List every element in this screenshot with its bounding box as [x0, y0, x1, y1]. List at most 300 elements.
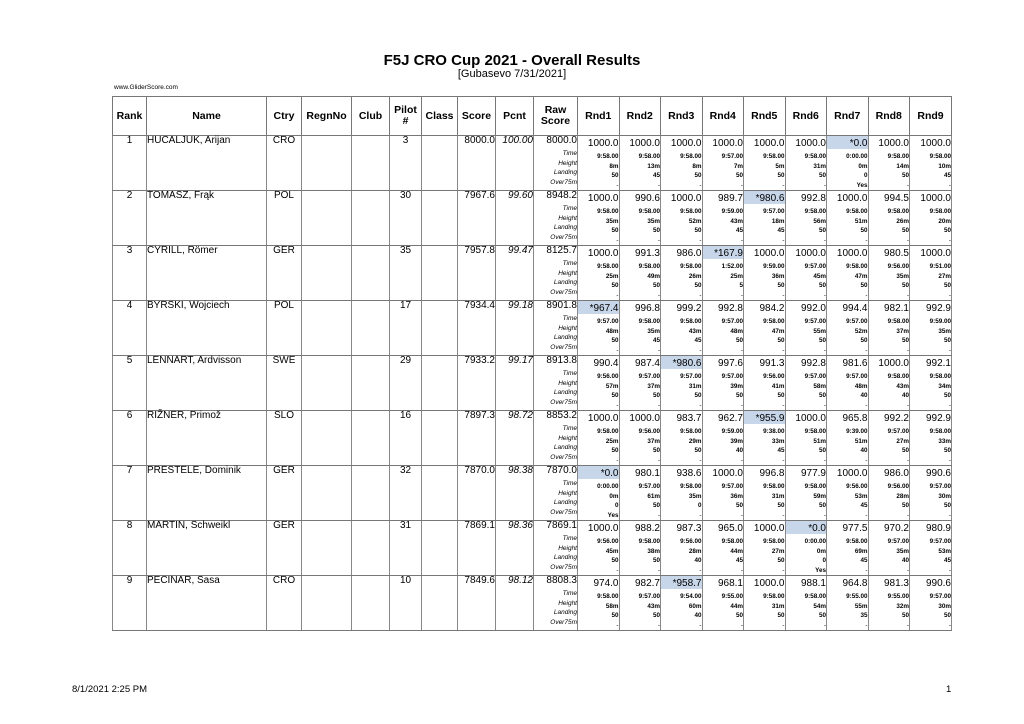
round-landing: 50 — [694, 172, 702, 179]
pilot-number-cell: 10 — [390, 576, 422, 631]
round-details — [620, 372, 661, 410]
round-over75m: - — [865, 511, 868, 519]
round-landing: 50 — [611, 392, 619, 399]
round-landing: 0 — [614, 502, 619, 509]
page-subtitle: [Gubasevo 7/31/2021] — [457, 68, 567, 80]
pilot-name: MARTIN, Schweikl — [147, 521, 267, 576]
round-landing: 50 — [860, 227, 868, 234]
round-landing: 40 — [901, 392, 909, 399]
round-landing: 50 — [818, 337, 826, 344]
percent-cell: 98.12 — [496, 576, 534, 631]
round-over75m: - — [740, 456, 743, 464]
header-rnd6: Rnd6 — [785, 97, 827, 136]
round-over75m: - — [740, 566, 743, 574]
round-height: 49m — [647, 272, 660, 280]
round-over75m: - — [740, 346, 743, 354]
round-height: 31m — [813, 162, 826, 170]
round-time: 9:56.00 — [597, 373, 619, 380]
score-cell: 7967.6 — [458, 191, 496, 246]
pilot-name: RIŽNER, Primož — [147, 411, 267, 466]
round-time: 9:55.00 — [846, 593, 868, 600]
round-cell — [661, 246, 703, 301]
round-cell — [827, 191, 869, 246]
round-height: 25m — [605, 437, 619, 445]
round-over75m: - — [699, 566, 702, 574]
score-cell: 7957.8 — [458, 246, 496, 301]
round-score: 938.6 — [676, 468, 702, 479]
round-height: 35m — [896, 272, 909, 280]
round-score: 981.3 — [883, 578, 909, 589]
round-height: 45m — [605, 547, 619, 555]
page-title: F5J CRO Cup 2021 - Overall Results — [383, 52, 641, 69]
detail-label: Height — [558, 544, 577, 552]
round-score: 965.8 — [842, 413, 868, 424]
round-time: 9:58.00 — [597, 263, 619, 270]
round-details — [703, 537, 744, 575]
class-cell — [422, 246, 458, 301]
round-landing: 50 — [652, 282, 660, 289]
round-height: 58m — [605, 602, 619, 610]
round-height: 60m — [688, 602, 702, 610]
round-over75m: - — [699, 456, 702, 464]
round-cell — [702, 136, 744, 191]
header-pcnt: Pcnt — [496, 97, 534, 136]
pilot-number-cell: 31 — [390, 521, 422, 576]
round-over75m: - — [740, 236, 743, 244]
round-over75m: - — [865, 291, 868, 299]
detail-labels — [534, 204, 577, 242]
round-height: 30m — [938, 602, 951, 610]
round-cell — [868, 411, 910, 466]
round-over75m: - — [782, 346, 785, 354]
detail-label: Over75m — [550, 288, 577, 296]
header-row — [113, 97, 952, 136]
round-height: 18m — [771, 217, 785, 225]
club-cell — [352, 576, 390, 631]
round-details — [827, 482, 868, 520]
detail-label: Height — [558, 214, 577, 222]
detail-label: Height — [558, 489, 577, 497]
round-score: 968.1 — [717, 578, 743, 589]
round-details — [661, 372, 702, 410]
round-over75m: - — [699, 621, 702, 629]
round-cell — [827, 356, 869, 411]
detail-label: Landing — [553, 499, 577, 506]
round-over75m: - — [823, 456, 826, 464]
round-cell — [619, 136, 661, 191]
round-details — [827, 152, 868, 190]
round-height: 27m — [771, 547, 785, 555]
score-cell: 7933.2 — [458, 356, 496, 411]
round-over75m: - — [616, 566, 619, 574]
detail-label: Landing — [553, 224, 577, 231]
round-cell — [827, 301, 869, 356]
round-score: 990.4 — [593, 358, 619, 369]
country-cell: GER — [267, 246, 302, 301]
round-time: 9:57.00 — [763, 208, 785, 215]
round-over75m: - — [948, 346, 951, 354]
round-cell — [702, 466, 744, 521]
round-details — [869, 427, 910, 465]
round-landing: 50 — [611, 227, 619, 234]
round-height: 29m — [688, 437, 702, 445]
detail-label: Time — [562, 150, 577, 157]
dropped-round-score: *955.9 — [744, 411, 785, 424]
round-score: 990.6 — [925, 468, 951, 479]
round-details — [620, 592, 661, 630]
raw-score-cell — [534, 301, 578, 356]
round-over75m: - — [865, 236, 868, 244]
round-height: 35m — [647, 217, 660, 225]
round-cell — [910, 136, 952, 191]
round-score: 1000.0 — [920, 248, 951, 259]
round-score: 980.5 — [883, 248, 909, 259]
round-time: 9:55.00 — [721, 593, 743, 600]
round-score: 977.9 — [800, 468, 826, 479]
round-time: 9:54.00 — [680, 593, 702, 600]
round-details — [786, 262, 827, 300]
round-score: 962.7 — [717, 413, 743, 424]
pilot-number-cell: 16 — [390, 411, 422, 466]
round-time: 9:58.00 — [597, 153, 619, 160]
round-height: 69m — [854, 547, 868, 555]
round-landing: 50 — [818, 172, 826, 179]
pilot-number-cell: 30 — [390, 191, 422, 246]
detail-label: Height — [558, 159, 577, 167]
round-details — [869, 482, 910, 520]
round-landing: 0 — [822, 557, 826, 564]
round-time: 9:57.00 — [680, 373, 702, 380]
detail-label: Time — [562, 260, 577, 267]
round-cell — [910, 466, 952, 521]
round-cell — [661, 301, 703, 356]
round-cell — [744, 466, 786, 521]
round-details — [786, 317, 827, 355]
percent-cell: 98.72 — [496, 411, 534, 466]
round-time: 9:58.00 — [597, 208, 619, 215]
round-score: 990.6 — [925, 578, 951, 589]
detail-label: Over75m — [550, 618, 577, 626]
round-details — [827, 207, 868, 245]
round-time: 9:58.00 — [638, 538, 660, 545]
round-cell — [578, 301, 620, 356]
round-time: 9:57.00 — [846, 373, 868, 380]
detail-label: Landing — [553, 554, 577, 561]
round-over75m: - — [906, 456, 909, 464]
round-time: 0:00.00 — [846, 153, 868, 160]
dropped-round-score: *980.6 — [744, 191, 785, 204]
round-cell — [578, 136, 620, 191]
round-landing: 40 — [735, 447, 743, 454]
header-raw-line2: Score — [540, 115, 571, 127]
round-landing: 50 — [943, 502, 951, 509]
round-time: 9:57.00 — [721, 318, 743, 325]
round-details — [910, 207, 951, 245]
round-details — [578, 152, 619, 190]
round-cell — [702, 246, 744, 301]
header-score: Score — [458, 97, 496, 136]
round-landing: 0 — [863, 172, 868, 179]
round-over75m: - — [865, 621, 868, 629]
rank-cell: 4 — [113, 301, 147, 356]
header-raw — [534, 97, 578, 136]
round-landing: 40 — [901, 557, 909, 564]
round-height: 47m — [854, 272, 868, 280]
round-height: 54m — [813, 602, 826, 610]
round-over75m: Yes — [856, 181, 868, 189]
pilot-name: PRESTELE, Dominik — [147, 466, 267, 521]
round-details — [827, 427, 868, 465]
round-over75m: - — [657, 401, 660, 409]
round-score: 1000.0 — [920, 193, 951, 204]
header-club: Club — [352, 97, 390, 136]
percent-cell: 99.47 — [496, 246, 534, 301]
round-score: 1000.0 — [587, 413, 619, 424]
detail-labels — [534, 369, 577, 407]
round-score: 974.0 — [593, 578, 619, 589]
round-details — [910, 372, 951, 410]
round-score: 1000.0 — [587, 138, 619, 149]
round-time: 9:58.00 — [763, 593, 785, 600]
round-score: 1000.0 — [753, 248, 785, 259]
round-landing: 50 — [943, 447, 951, 454]
round-cell — [578, 246, 620, 301]
round-score: 1000.0 — [920, 138, 951, 149]
round-details — [703, 152, 744, 190]
round-details — [620, 317, 661, 355]
round-cell — [744, 191, 786, 246]
round-height: 8m — [609, 162, 619, 170]
round-time: 9:58.00 — [804, 153, 826, 160]
round-details — [661, 427, 702, 465]
regn-cell — [302, 301, 352, 356]
round-landing: 45 — [735, 227, 743, 234]
round-height: 27m — [938, 272, 951, 280]
round-cell — [702, 301, 744, 356]
pilot-row — [113, 521, 952, 576]
round-height: 37m — [896, 327, 909, 335]
results-table — [112, 96, 952, 631]
round-cell — [868, 301, 910, 356]
round-details — [661, 537, 702, 575]
round-landing: 50 — [860, 337, 868, 344]
header-pilot-line1: Pilot — [394, 104, 417, 116]
dropped-round-score: *167.9 — [703, 246, 744, 259]
round-over75m: - — [823, 181, 826, 189]
round-cell — [578, 521, 620, 576]
round-height: 30m — [938, 492, 951, 500]
round-over75m: - — [948, 291, 951, 299]
round-score: 980.1 — [634, 468, 660, 479]
detail-label: Time — [562, 425, 577, 432]
round-time: 9:57.00 — [929, 593, 951, 600]
raw-score-value: 8808.3 — [546, 575, 577, 586]
round-over75m: - — [782, 566, 785, 574]
round-details — [786, 207, 827, 245]
rank-cell: 8 — [113, 521, 147, 576]
detail-label: Time — [562, 480, 577, 487]
round-score: 980.9 — [925, 523, 951, 534]
detail-label: Height — [558, 324, 577, 332]
round-over75m: - — [740, 621, 743, 629]
round-cell — [619, 411, 661, 466]
raw-score-value: 7869.1 — [546, 520, 577, 531]
round-time: 9:58.00 — [887, 373, 909, 380]
round-time: 9:57.00 — [721, 153, 743, 160]
round-height: 35m — [938, 327, 951, 335]
round-cell — [702, 191, 744, 246]
round-over75m: - — [782, 181, 785, 189]
round-time: 9:58.00 — [763, 483, 785, 490]
header-class: Class — [422, 97, 458, 136]
round-over75m: - — [906, 346, 909, 354]
round-details — [620, 152, 661, 190]
round-score: 1000.0 — [587, 193, 619, 204]
round-over75m: - — [657, 291, 660, 299]
round-cell — [785, 576, 827, 631]
round-height: 8m — [692, 162, 702, 170]
club-cell — [352, 191, 390, 246]
round-cell — [619, 466, 661, 521]
round-details — [703, 317, 744, 355]
round-landing: 50 — [611, 557, 619, 564]
round-score: 1000.0 — [753, 523, 785, 534]
round-score: 982.1 — [883, 303, 909, 314]
round-height: 53m — [854, 492, 868, 500]
round-cell — [910, 356, 952, 411]
round-cell — [661, 136, 703, 191]
round-over75m: - — [740, 401, 743, 409]
round-landing: 50 — [901, 227, 909, 234]
round-time: 9:56.00 — [846, 483, 868, 490]
round-score: 984.2 — [759, 303, 785, 314]
round-time: 9:58.00 — [846, 263, 868, 270]
round-time: 0:00.00 — [597, 483, 619, 490]
round-cell — [827, 411, 869, 466]
round-time: 9:58.00 — [763, 153, 785, 160]
raw-score-value: 8913.8 — [546, 355, 577, 366]
round-score: 1000.0 — [836, 193, 868, 204]
round-time: 9:56.00 — [763, 373, 785, 380]
detail-label: Over75m — [550, 508, 577, 516]
round-over75m: - — [823, 346, 826, 354]
round-score: 1000.0 — [753, 138, 785, 149]
round-over75m: - — [948, 401, 951, 409]
header-rnd7: Rnd7 — [827, 97, 869, 136]
raw-score-value: 8853.2 — [546, 410, 577, 421]
round-over75m: - — [865, 401, 868, 409]
round-score: 1000.0 — [795, 138, 826, 149]
round-landing: 50 — [818, 447, 826, 454]
round-over75m: - — [699, 346, 702, 354]
round-score: 992.1 — [925, 358, 951, 369]
round-height: 26m — [896, 217, 909, 225]
raw-score-value: 8125.7 — [546, 245, 577, 256]
round-details — [869, 592, 910, 630]
pilot-number-cell: 35 — [390, 246, 422, 301]
round-over75m: Yes — [815, 566, 826, 574]
round-height: 27m — [896, 437, 909, 445]
regn-cell — [302, 411, 352, 466]
round-cell — [868, 136, 910, 191]
round-cell — [868, 191, 910, 246]
club-cell — [352, 136, 390, 191]
percent-cell: 99.18 — [496, 301, 534, 356]
round-height: 41m — [771, 382, 785, 390]
round-details — [869, 317, 910, 355]
round-score: 970.2 — [883, 523, 909, 534]
round-score: 996.8 — [634, 303, 660, 314]
round-height: 26m — [688, 272, 702, 280]
round-cell — [578, 191, 620, 246]
round-landing: 50 — [735, 172, 743, 179]
round-over75m: - — [616, 181, 619, 189]
round-height: 51m — [854, 437, 868, 445]
round-details — [869, 372, 910, 410]
round-cell — [910, 576, 952, 631]
round-cell — [868, 246, 910, 301]
round-score: 988.2 — [634, 523, 660, 534]
round-over75m: - — [740, 291, 743, 299]
round-time: 9:59.00 — [763, 263, 785, 270]
round-landing: 45 — [652, 337, 660, 344]
detail-label: Time — [562, 205, 577, 212]
round-score: 1000.0 — [836, 468, 868, 479]
round-landing: 45 — [652, 172, 660, 179]
site-link[interactable]: www.GliderScore.com — [114, 84, 178, 91]
round-details — [786, 372, 827, 410]
class-cell — [422, 521, 458, 576]
round-details — [827, 372, 868, 410]
club-cell — [352, 356, 390, 411]
round-cell — [868, 466, 910, 521]
round-landing: 45 — [777, 227, 785, 234]
round-details — [910, 262, 951, 300]
round-height: 20m — [938, 217, 951, 225]
round-score: 1000.0 — [878, 358, 909, 369]
round-over75m: - — [865, 456, 868, 464]
round-height: 33m — [938, 437, 951, 445]
class-cell — [422, 411, 458, 466]
round-time: 9:58.00 — [887, 318, 909, 325]
round-height: 61m — [647, 492, 660, 500]
round-over75m: - — [699, 291, 702, 299]
class-cell — [422, 301, 458, 356]
round-details — [620, 427, 661, 465]
round-height: 36m — [730, 492, 743, 500]
round-time: 9:57.00 — [804, 318, 826, 325]
round-details — [786, 482, 827, 520]
round-cell — [827, 246, 869, 301]
dropped-round-score: *0.0 — [578, 466, 619, 479]
round-time: 9:57.00 — [929, 538, 951, 545]
percent-cell: 100.00 — [496, 136, 534, 191]
round-over75m: - — [948, 236, 951, 244]
round-landing: 50 — [694, 392, 702, 399]
dropped-round-score: *980.6 — [661, 356, 702, 369]
club-cell — [352, 411, 390, 466]
round-time: 9:56.00 — [638, 428, 660, 435]
round-score: 1000.0 — [836, 248, 868, 259]
round-landing: 50 — [652, 227, 660, 234]
round-landing: 40 — [694, 557, 702, 564]
round-cell — [744, 136, 786, 191]
regn-cell — [302, 466, 352, 521]
round-landing: 50 — [652, 447, 660, 454]
round-over75m: - — [616, 346, 619, 354]
round-score: 964.8 — [842, 578, 868, 589]
round-over75m: - — [657, 621, 660, 629]
